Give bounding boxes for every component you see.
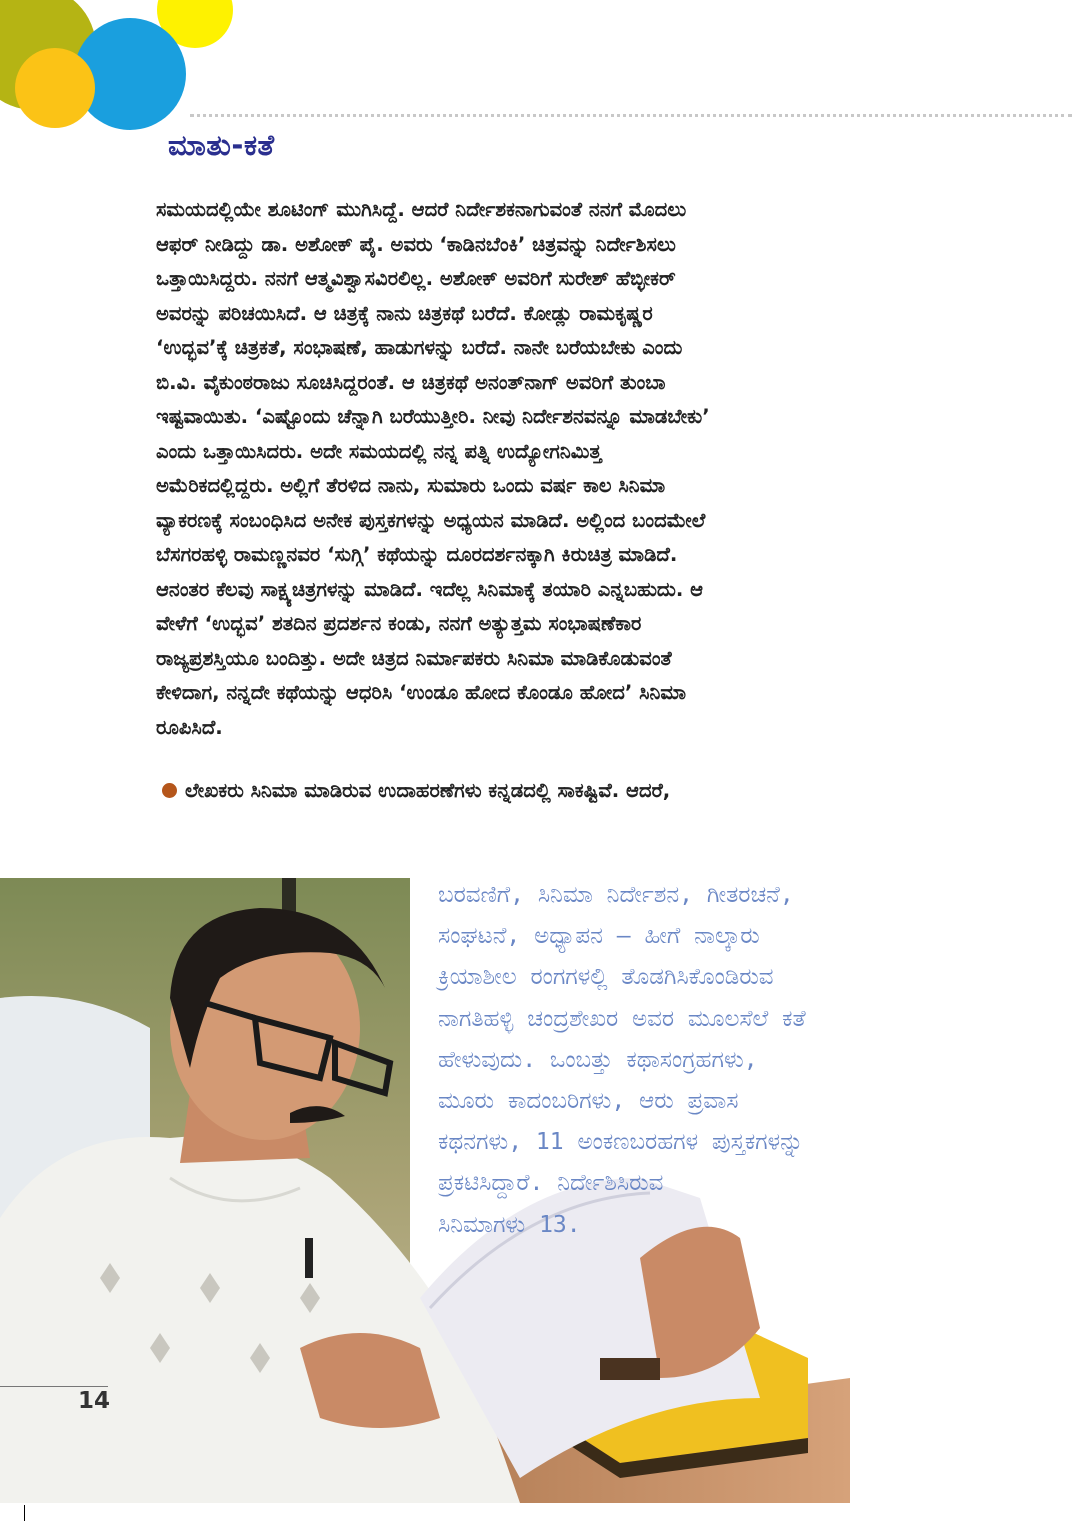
intro-line: ಕಥನಗಳು, 11 ಅಂಕಣಬರಹಗಳ ಪುಸ್ತಕಗಳನ್ನು — [438, 1129, 804, 1156]
intro-line: ಕ್ರಿಯಾಶೀಲ ರಂಗಗಳಲ್ಲಿ ತೊಡಗಿಸಿಕೊಂಡಿರುವ — [438, 964, 774, 991]
bullet-icon — [162, 783, 177, 798]
question-text: ಲೇಖಕರು ಸಿನಿಮಾ ಮಾಡಿರುವ ಉದಾಹರಣೆಗಳು ಕನ್ನಡದಲ್ಲಿ ಸಾಕಷ್ಟಿವೆ. ಆದರೆ, — [185, 779, 671, 802]
intro-line: ನಾಗತಿಹಳ್ಳಿ ಚಂದ್ರಶೇಖರ ಅವರ ಮೂಲಸೆಲೆ ಕತೆ — [438, 1005, 806, 1032]
interview-question — [162, 776, 922, 806]
article-line: ಆಫರ್ ನೀಡಿದ್ದು ಡಾ. ಅಶೋಕ್ ಪೈ. ಅವರು ‘ಕಾಡಿನಬೆಂಕಿ’ ಚಿತ್ರವನ್ನು ನಿರ್ದೇಶಿಸಲು — [156, 232, 676, 256]
article-line: ಇಷ್ಟವಾಯಿತು. ‘ಎಷ್ಟೊಂದು ಚೆನ್ನಾಗಿ ಬರೆಯುತ್ತೀರಿ. ನೀವು ನಿರ್ದೇಶನವನ್ನೂ ಮಾಡಬೇಕು’ — [156, 405, 710, 428]
article-line: ಬಿ.ವಿ. ವೈಕುಂಠರಾಜು ಸೂಚಿಸಿದ್ದರಂತೆ. ಆ ಚಿತ್ರಕಥೆ ಅನಂತ್‌ನಾಗ್ ಅವರಿಗೆ ತುಂಬಾ — [156, 370, 666, 394]
article-line: ವ್ಯಾಕರಣಕ್ಕೆ ಸಂಬಂಧಿಸಿದ ಅನೇಕ ಪುಸ್ತಕಗಳನ್ನು ಅಧ್ಯಯನ ಮಾಡಿದೆ. ಅಲ್ಲಿಂದ ಬಂದಮೇಲೆ — [156, 508, 706, 532]
intro-line: ಮೂರು ಕಾದಂಬರಿಗಳು, ಆರು ಪ್ರವಾಸ — [438, 1088, 739, 1115]
section-title: ಮಾತು-ಕತೆ — [168, 128, 275, 162]
article-line: ಒತ್ತಾಯಿಸಿದ್ದರು. ನನಗೆ ಆತ್ಮವಿಶ್ವಾಸವಿರಲಿಲ್ಲ. ಅಶೋಕ್ ಅವರಿಗೆ ಸುರೇಶ್ ಹೆಬ್ಳೀಕರ್ — [156, 267, 676, 290]
intro-line: ಪ್ರಕಟಿಸಿದ್ದಾರೆ. ನಿರ್ದೇಶಿಸಿರುವ — [438, 1170, 664, 1197]
crop-mark — [24, 1505, 25, 1521]
article-line: ಬೆಸಗರಹಳ್ಳಿ ರಾಮಣ್ಣನವರ ‘ಸುಗ್ಗಿ’ ಕಥೆಯನ್ನು ದೂರದರ್ಶನಕ್ಕಾಗಿ ಕಿರುಚಿತ್ರ ಮಾಡಿದೆ. — [156, 543, 678, 566]
article-line: ವೇಳೆಗೆ ‘ಉದ್ಭವ’ ಶತದಿನ ಪ್ರದರ್ಶನ ಕಂಡು, ನನಗೆ ಅತ್ಯುತ್ತಮ ಸಂಭಾಷಣೆಕಾರ — [156, 612, 642, 635]
intro-line: ಬರವಣಿಗೆ, ಸಿನಿಮಾ ನಿರ್ದೇಶನ, ಗೀತರಚನೆ, — [438, 882, 794, 908]
article-line: ಆನಂತರ ಕೆಲವು ಸಾಕ್ಷ್ಯಚಿತ್ರಗಳನ್ನು ಮಾಡಿದೆ. ಇದೆಲ್ಲ ಸಿನಿಮಾಕ್ಕೆ ತಯಾರಿ ಎನ್ನಬಹುದು. ಆ — [156, 577, 704, 601]
article-line: ಕೇಳಿದಾಗ, ನನ್ನದೇ ಕಥೆಯನ್ನು ಆಧರಿಸಿ ‘ಉಂಡೂ ಹೋದ ಕೊಂಡೂ ಹೋದ’ ಸಿನಿಮಾ — [156, 681, 686, 704]
article-line: ರಾಜ್ಯಪ್ರಶಸ್ತಿಯೂ ಬಂದಿತ್ತು. ಅದೇ ಚಿತ್ರದ ನಿರ್ಮಾಪಕರು ಸಿನಿಮಾ ಮಾಡಿಕೊಡುವಂತೆ — [156, 646, 672, 670]
intro-line: ಸಂಘಟನೆ, ಅಧ್ಯಾಪನ – ಹೀಗೆ ನಾಲ್ಕಾರು — [438, 923, 760, 950]
footer-rule — [0, 1386, 108, 1387]
decorative-circles — [0, 0, 240, 140]
article-line: ಸಮಯದಲ್ಲಿಯೇ ಶೂಟಿಂಗ್ ಮುಗಿಸಿದ್ದೆ. ಆದರೆ ನಿರ್ದೇಶಕನಾಗುವಂತೆ ನನಗೆ ಮೊದಲು — [156, 198, 687, 221]
page-number: 14 — [78, 1388, 111, 1414]
intro-line: ಸಿನಿಮಾಗಳು 13. — [438, 1211, 581, 1238]
article-line: ರೂಪಿಸಿದೆ. — [156, 715, 223, 739]
intro-line: ಹೇಳುವುದು. ಒಂಬತ್ತು ಕಥಾಸಂಗ್ರಹಗಳು, — [438, 1046, 758, 1073]
header-dotted-rule — [190, 114, 1072, 117]
article-line: ‘ಉದ್ಭವ’ಕ್ಕೆ ಚಿತ್ರಕತೆ, ಸಂಭಾಷಣೆ, ಹಾಡುಗಳನ್ನು ಬರೆದೆ. ನಾನೇ ಬರೆಯಬೇಕು ಎಂದು — [156, 336, 683, 359]
article-line: ಅವರನ್ನು ಪರಿಚಯಿಸಿದೆ. ಆ ಚಿತ್ರಕ್ಕೆ ನಾನು ಚಿತ್ರಕಥೆ ಬರೆದೆ. ಕೋಡ್ಲು ರಾಮಕೃಷ್ಣರ — [156, 301, 653, 325]
article-body — [156, 193, 916, 745]
article-line: ಅಮೆರಿಕದಲ್ಲಿದ್ದರು. ಅಲ್ಲಿಗೆ ತೆರಳಿದ ನಾನು, ಸುಮಾರು ಒಂದು ವರ್ಷ ಕಾಲ ಸಿನಿಮಾ — [156, 474, 666, 497]
author-intro — [438, 875, 938, 1246]
article-line: ಎಂದು ಒತ್ತಾಯಿಸಿದರು. ಅದೇ ಸಮಯದಲ್ಲಿ ನನ್ನ ಪತ್ನಿ ಉದ್ಯೋಗನಿಮಿತ್ತ — [156, 439, 602, 463]
